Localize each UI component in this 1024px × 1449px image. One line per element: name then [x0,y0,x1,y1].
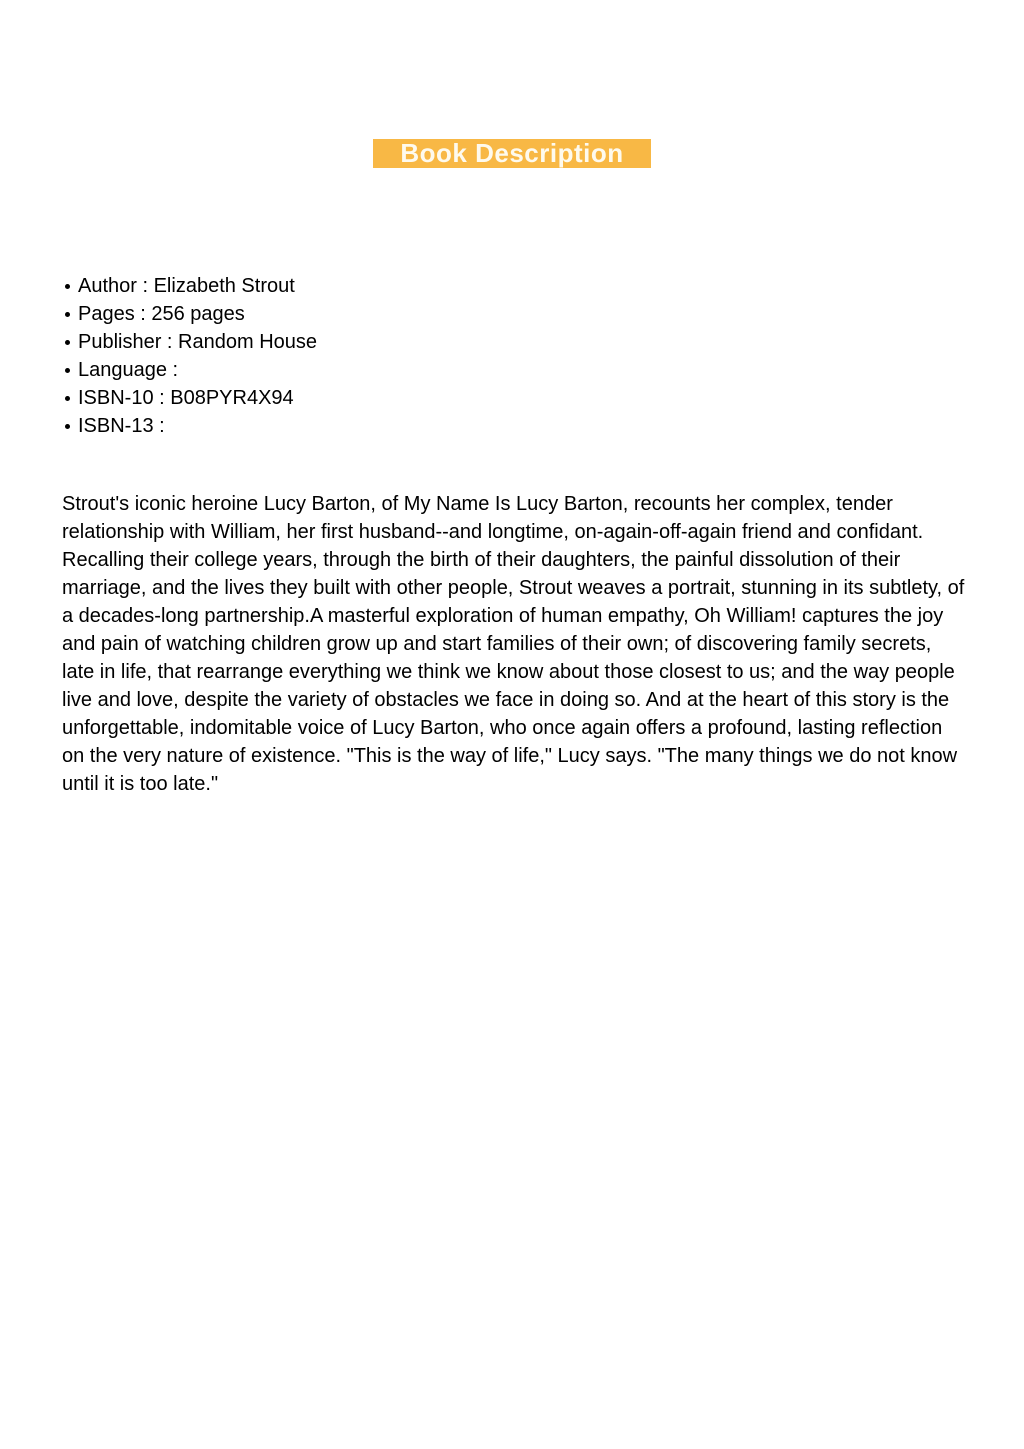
page-title: Book Description [373,139,650,168]
detail-item-language: Language : [62,356,964,384]
title-row [0,0,1024,168]
detail-item-isbn13: ISBN-13 : [62,412,964,440]
detail-item-isbn10: ISBN-10 : B08PYR4X94 [62,384,964,412]
detail-item-author: Author : Elizabeth Strout [62,272,964,300]
detail-item-pages: Pages : 256 pages [62,300,964,328]
book-details-list [62,272,964,440]
detail-item-publisher: Publisher : Random House [62,328,964,356]
book-description-paragraph: Strout's iconic heroine Lucy Barton, of My Name Is Lucy Barton, recounts her complex, tender relationship with William, her first husband--and longtime, on-again-off-again friend and confidant. Recalling their college years, through the birth of their daughters, the painful dissolution of their marriage, and the lives they built with other people, Strout weaves a portrait, stunning in its subtlety, of a decades-long partnership.A masterful exploration of human empathy, Oh William! captures the joy and pain of watching children grow up and start families of their own; of discovering family secrets, late in life, that rearrange everything we think we know about those closest to us; and the way people live and love, despite the variety of obstacles we face in doing so. And at the heart of this story is the unforgettable, indomitable voice of Lucy Barton, who once again offers a profound, lasting reflection on the very nature of existence. "This is the way of life," Lucy says. "The many things we do not know until it is too late." [62,493,965,795]
